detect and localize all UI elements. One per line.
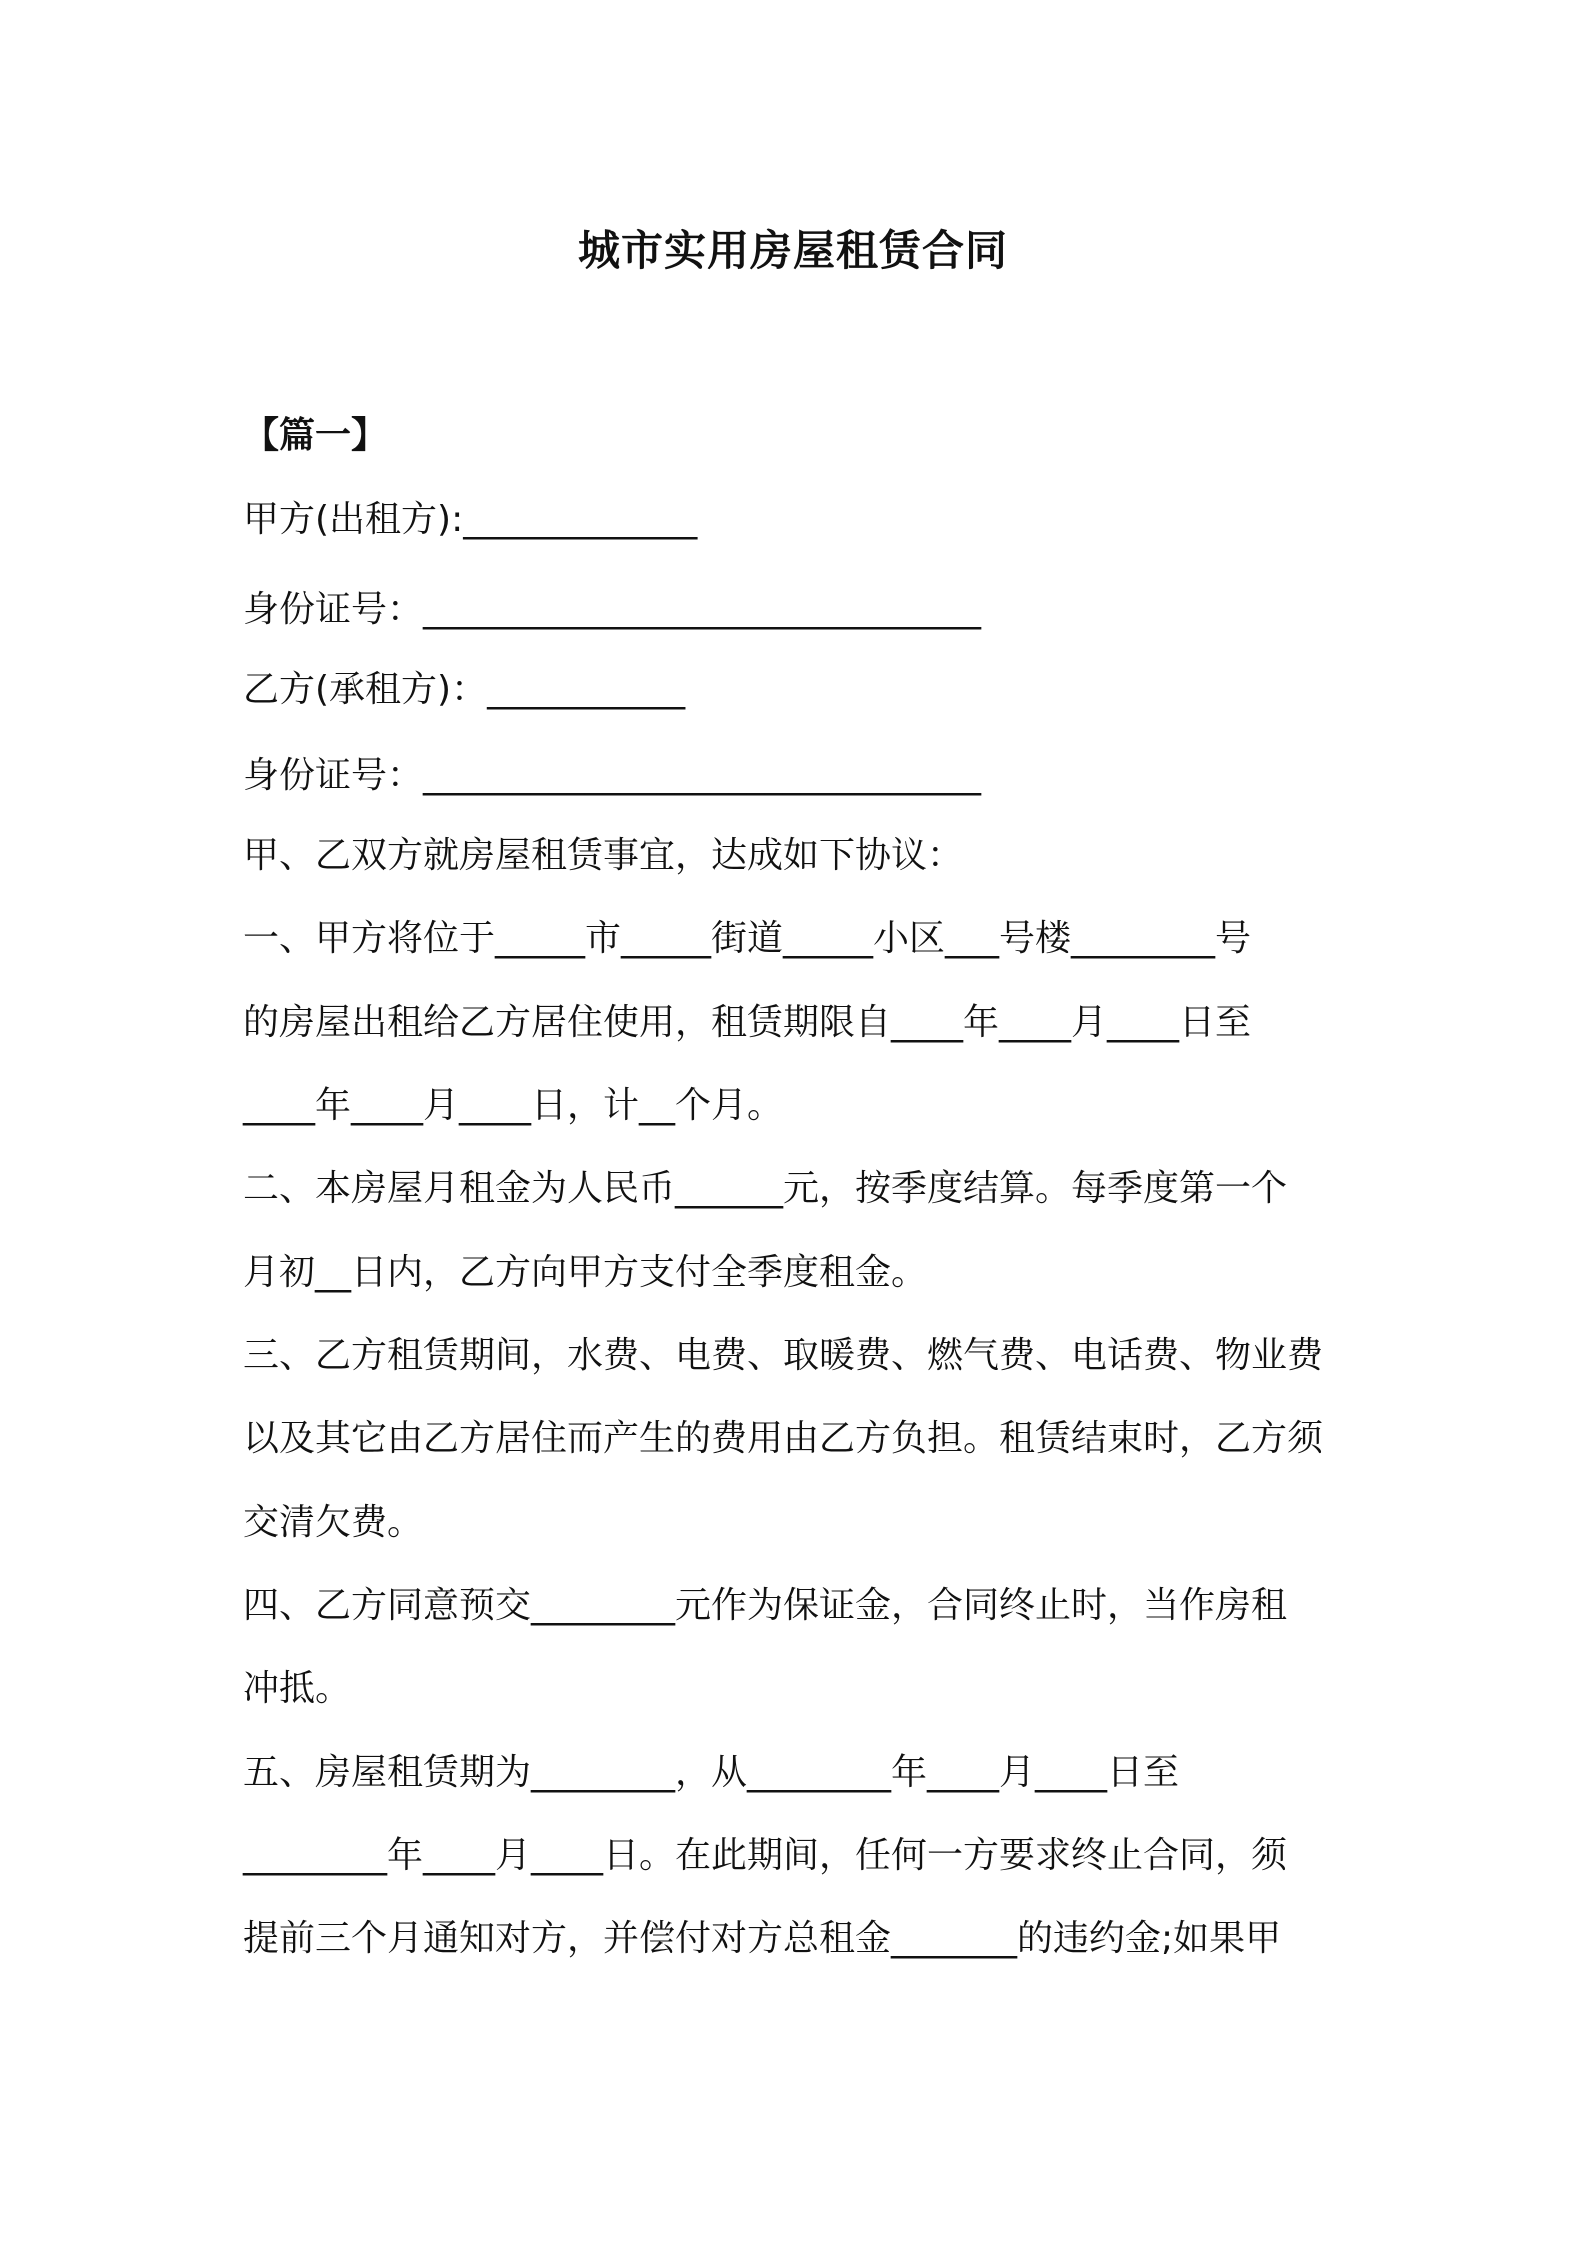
clause-5-line-2: ________年____月____日。在此期间，任何一方要求终止合同，须 — [243, 1835, 1288, 1876]
section-heading: 【篇一】 — [243, 415, 388, 456]
clause-5-line-1: 五、房屋租赁期为________，从________年____月____日至 — [243, 1752, 1180, 1793]
clause-3-line-3: 交清欠费。 — [243, 1502, 424, 1543]
clause-2-line-2: 月初__日内，乙方向甲方支付全季度租金。 — [243, 1252, 928, 1293]
agreement-intro: 甲、乙双方就房屋租赁事宜，达成如下协议： — [243, 835, 964, 876]
clause-3-line-1: 三、乙方租赁期间，水费、电费、取暖费、燃气费、电话费、物业费 — [243, 1335, 1324, 1376]
clause-4-line-1: 四、乙方同意预交________元作为保证金，合同终止时，当作房租 — [243, 1585, 1288, 1626]
clause-4-line-2: 冲抵。 — [243, 1668, 352, 1709]
clause-1-line-1: 一、甲方将位于_____市_____街道_____小区___号楼________号 — [243, 918, 1252, 959]
party-b-line: 乙方(承租方)：___________ — [243, 669, 686, 710]
party-b-id-line: 身份证号：_______________________________ — [243, 755, 982, 796]
clause-3-line-2: 以及其它由乙方居住而产生的费用由乙方负担。租赁结束时，乙方须 — [243, 1418, 1324, 1459]
party-a-id-line: 身份证号：_______________________________ — [243, 589, 982, 630]
document-title: 城市实用房屋租赁合同 — [577, 226, 1008, 275]
clause-1-line-3: ____年____月____日，计__个月。 — [243, 1085, 784, 1126]
clause-5-line-3: 提前三个月通知对方，并偿付对方总租金_______的违约金;如果甲 — [243, 1918, 1282, 1959]
clause-1-line-2: 的房屋出租给乙方居住使用，租赁期限自____年____月____日至 — [243, 1002, 1252, 1043]
clause-2-line-1: 二、本房屋月租金为人民币______元，按季度结算。每季度第一个 — [243, 1168, 1288, 1209]
party-a-line: 甲方(出租方):_____________ — [243, 499, 698, 540]
